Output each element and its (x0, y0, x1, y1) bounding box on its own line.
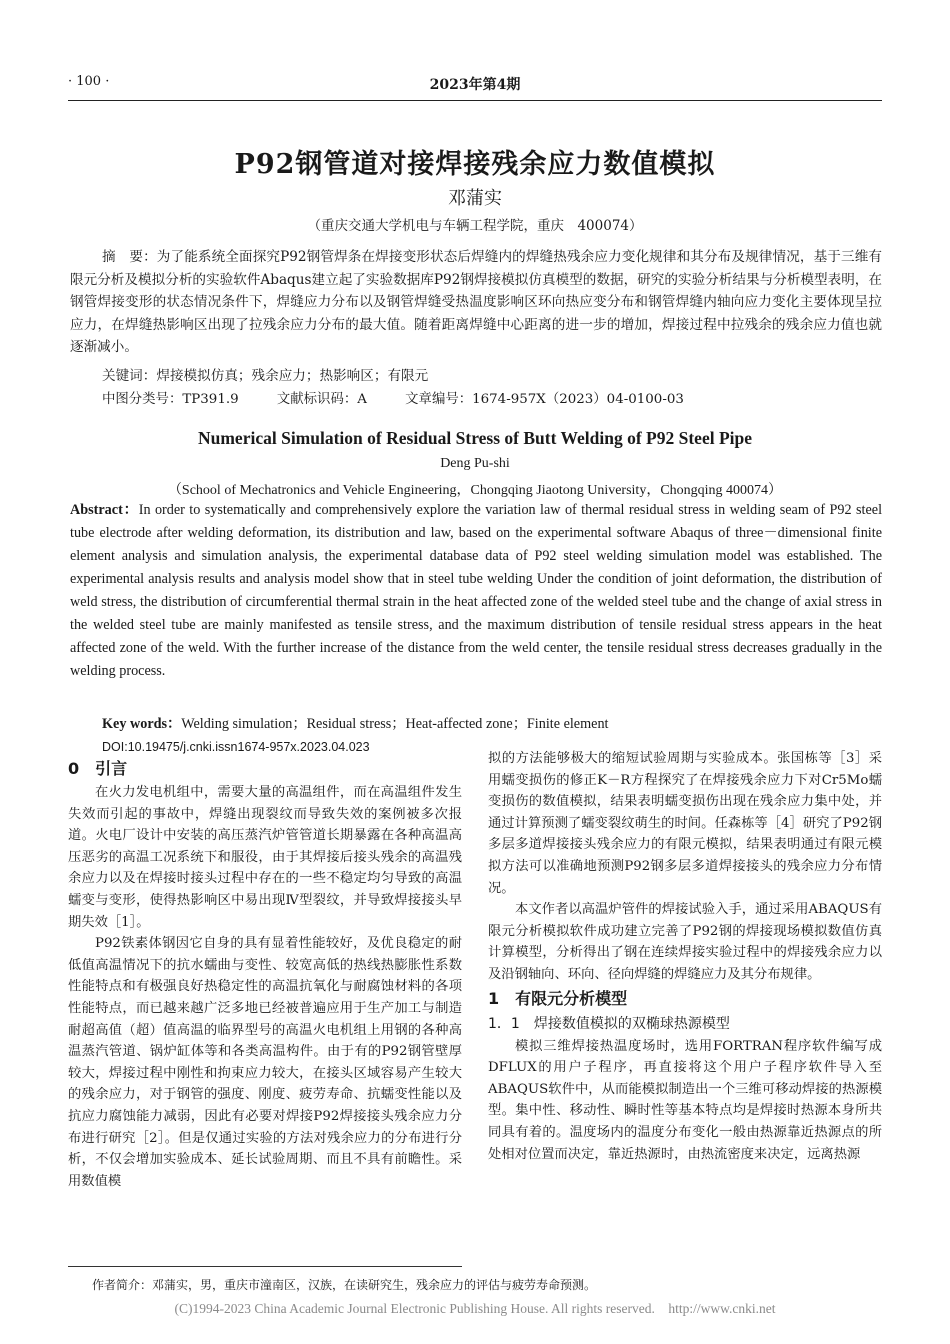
journal-issue: 2023年第4期 (429, 77, 521, 93)
author-en: Deng Pu-shi (440, 456, 510, 471)
abstract-zh: 摘 要：为了能系统全面探究P92钢管焊条在焊接变形状态后焊缝内的焊缝热残余应力变化规律和其分布及规律情况，基于三维有限元分析及模拟分析的实验软件Abaqus建立起了实验数据库P92钢焊接模拟仿真模型的数据，研究的实验分析结果与分析模型表明，在钢管焊接变形的状态情况条件下，焊缝应力分布以及钢管焊缝受热温度影响区环向热应变分布和钢管焊缝内轴向应力变化主要体现呈拉应力，在焊缝热影响区出现了拉残余应力分布的最大值。随着距离焊缝中心距离的进一步的增加，焊接过程中拉残余的残余应力值也就逐渐减小。 (70, 249, 882, 355)
right-column (488, 748, 882, 1165)
page-number: · 100 · (68, 74, 110, 89)
left-column (68, 756, 462, 1192)
author: 邓蒲实 (448, 188, 502, 209)
body-paragraph: 在火力发电机组中，需要大量的高温组件，而在高温组件发生失效而引起的事故中，焊缝出现裂纹而导致失效的案例被多次报道。火电厂设计中安装的高压蒸汽炉管管道长期暴露在各种高温高压恶劣的高温工况系统下和服役，由于其焊接后接头残余的高温残余应力以及在焊接时接头过程中存在的一些不稳定均匀导致的高温蠕变与变形，使得热影响区中易出现Ⅳ型裂纹，并导致焊接接头早期失效［1］。 (68, 785, 462, 930)
abstract-en-text: In order to systematically and comprehensively explore the variation law of thermal residual stress in welding seam of P92 steel tube electrode after welding deformation, its distribution and law, based on the experimental software Abaqus of three－dimensional finite element analysis and simulation analysis, the experimental database data of P92 steel welding simulation model was established. The experimental analysis results and analysis model show that in steel tube welding Under the condition of joint deformation, the distribution of weld stress, the distribution of circumferential thermal strain in the heat affected zone of the welded steel tube and the change of axial stress in the welded steel tube are mainly manifested as tensile stress, and the maximum distribution of tensile residual stress appears in the heat affected zone of the weld. With the further increase of the distance from the weld center, the tensile residual stress decreases gradually in the welding process. (70, 502, 883, 679)
author-footnote: 作者简介：邓蒲实，男，重庆市潼南区，汉族，在读研究生，残余应力的评估与疲劳寿命预测。 (92, 1278, 597, 1292)
paper-title-en: Numerical Simulation of Residual Stress of Butt Welding of P92 Steel Pipe (197, 428, 752, 448)
affiliation-en: （School of Mechatronics and Vehicle Engineering，Chongqing Jiaotong University，Chongqing 400074） (167, 483, 783, 498)
affiliation: （重庆交通大学机电与车辆工程学院，重庆 400074） (307, 218, 643, 234)
footnote-rule (68, 1266, 462, 1267)
abstract-en-label: Abstract： (70, 502, 139, 518)
keywords-en (102, 713, 608, 733)
body-paragraph: 拟的方法能够极大的缩短试验周期与实验成本。张国栋等［3］采用蠕变损伤的修正K－R方程探究了在焊接残余应力下对Cr5Mo蠕变损伤的数值模拟，结果表明蠕变损伤出现在残余应力集中处，并通过计算预测了蠕变裂纹萌生的时间。任森栋等［4］研究了P92钢多层多道焊接接头残余应力的有限元模拟，结果表明通过有限元模拟方法可以准确地预测P92钢多层多道焊接接头的残余应力分布情况。 (488, 751, 882, 896)
classification-line (102, 388, 718, 407)
body-paragraph: 模拟三维焊接热温度场时，选用FORTRAN程序软件编写成DFLUX的用户子程序，再直接将这个用户子程序软件导入至ABAQUS软件中，从而能模拟制造出一个三维可移动焊接的热源模型。集中性、移动性、瞬时性等基本特点均是焊接时热源本身所共同具有着的。温度场内的温度分布变化一般由热源靠近热源点的所处相对位置而决定，靠近热源时，由热流密度来决定，远离热源 (488, 1038, 882, 1162)
keywords-zh: 关键词：焊接模拟仿真；残余应力；热影响区；有限元 (102, 368, 429, 384)
abstract-en (70, 499, 882, 683)
article-number: 文章编号：1674-957X（2023）04-0100-03 (405, 392, 684, 407)
copyright-watermark: (C)1994-2023 China Academic Journal Electronic Publishing House. All rights reserved. http://www.cnki.net (174, 1301, 776, 1316)
body-paragraph: 本文作者以高温炉管件的焊接试验入手，通过采用ABAQUS有限元分析模拟软件成功建立完善了P92钢的焊接现场模拟数值仿真计算模型，分析得出了钢在连续焊接实验过程中的焊接残余应力以及沿钢轴向、环向、径向焊缝的焊缝应力及其分布规律。 (488, 902, 882, 982)
section-1-1-heading: 1．1 焊接数值模拟的双椭球热源模型 (488, 1015, 730, 1032)
doi: DOI:10.19475/j.cnki.issn1674-957x.2023.04.023 (102, 740, 370, 754)
body-paragraph: P92铁素体钢因它自身的具有显着性能较好，及优良稳定的耐低值高温情况下的抗水蠕曲与变性、较宽高低的热线热膨胀性系数性能特点和有极强良好热稳定性的高温抗氧化与耐腐蚀材料的各项性能特点，而已越来越广泛多地已经被普遍应用于生产加工与制造耐超高值（超）值高温的临界型号的高温火电机组上用钢的各种高温蒸汽管道、锅炉缸体等和各类高温构件。由于有的P92钢管壁厚较大，焊接过程中刚性和拘束应力较大，在接头区域容易产生较大的残余应力，对于钢管的强度、刚度、疲劳寿命、抗蠕变性能以及抗应力腐蚀能力减弱，因此有必要对焊接P92焊接接头残余应力分布进行研究［2］。但是仅通过实验的方法对残余应力的分布进行分析，不仅会增加实验成本、延长试验周期、而且不具有前瞻性。采用数值模 (68, 936, 462, 1189)
keywords-en-text: Welding simulation；Residual stress；Heat-affected zone；Finite element (181, 716, 609, 732)
keywords-en-label: Key words： (102, 716, 182, 732)
paper-title: P92钢管道对接焊接残余应力数值模拟 (234, 149, 716, 180)
document-code: 文献标识码：A (276, 392, 367, 407)
section-1-heading: 1 有限元分析模型 (488, 988, 628, 1008)
clc-number: 中图分类号：TP391.9 (102, 392, 239, 407)
header-rule (68, 100, 882, 101)
section-0-heading: 0 引言 (68, 759, 128, 778)
